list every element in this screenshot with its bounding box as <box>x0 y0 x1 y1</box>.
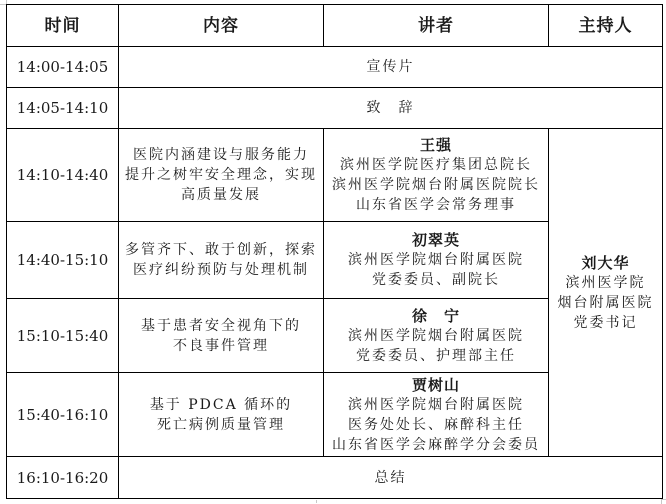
table-row <box>7 457 663 499</box>
speaker-title: 党委委员、护理部主任 <box>356 347 516 364</box>
header-speaker: 讲者 <box>324 5 549 47</box>
table-row <box>7 47 663 88</box>
content-line: 医院内涵建设与服务能力 <box>133 147 309 163</box>
content-line: 多管齐下、敢于创新，探索 <box>125 242 317 258</box>
host-cell <box>549 129 663 457</box>
speaker-name: 贾树山 <box>411 375 460 394</box>
speaker-title: 山东省医学会麻醉学分会委员 <box>332 436 540 453</box>
time-cell: 15:10-15:40 <box>7 299 119 373</box>
content-cell <box>119 129 324 222</box>
speaker-cell <box>324 222 549 299</box>
merged-cell: 总结 <box>119 457 663 499</box>
time-cell: 15:40-16:10 <box>7 373 119 457</box>
merged-cell: 致 辞 <box>119 88 663 129</box>
agenda-table <box>6 4 663 499</box>
content-line: 提升之树牢安全理念，实现 <box>125 167 317 183</box>
host-name: 刘大华 <box>581 253 630 272</box>
speaker-cell <box>324 129 549 222</box>
speaker-title: 山东省医学会常务理事 <box>356 197 516 213</box>
content-line: 基于患者安全视角下的 <box>141 317 301 334</box>
corner-mark <box>661 499 666 504</box>
host-title: 烟台附属医院 <box>557 294 654 311</box>
speaker-title: 党委委员、副院长 <box>372 272 500 288</box>
time-cell: 14:05-14:10 <box>7 88 119 129</box>
table-row <box>7 129 663 222</box>
header-time: 时间 <box>7 5 119 47</box>
content-cell <box>119 299 324 373</box>
time-cell: 14:40-15:10 <box>7 222 119 299</box>
header-content: 内容 <box>119 5 324 47</box>
speaker-cell <box>324 373 549 457</box>
speaker-title: 医务处处长、麻醉科主任 <box>348 416 524 433</box>
speaker-title: 滨州医学院烟台附属医院 <box>348 396 524 413</box>
speaker-name: 王强 <box>419 136 452 154</box>
merged-cell: 宣传片 <box>119 47 663 88</box>
speaker-cell <box>324 299 549 373</box>
content-line: 医疗纠纷预防与处理机制 <box>133 262 309 278</box>
time-cell: 14:10-14:40 <box>7 129 119 222</box>
speaker-title: 滨州医学院烟台附属医院 <box>348 252 524 268</box>
time-cell: 14:00-14:05 <box>7 47 119 88</box>
speaker-title: 滨州医学院医疗集团总院长 <box>340 157 532 173</box>
content-line: 基于 PDCA 循环的 <box>149 396 293 413</box>
content-line: 高质量发展 <box>181 187 261 203</box>
host-title: 滨州医学院 <box>565 274 646 291</box>
content-line: 死亡病例质量管理 <box>157 416 285 433</box>
header-row <box>7 5 663 47</box>
speaker-name: 初翠英 <box>411 231 460 249</box>
host-title: 党委书记 <box>573 314 638 331</box>
speaker-title: 滨州医学院烟台附属医院 <box>348 327 524 344</box>
content-cell <box>119 222 324 299</box>
speaker-name: 徐 宁 <box>411 306 460 325</box>
table-row <box>7 88 663 129</box>
header-host: 主持人 <box>549 5 663 47</box>
content-cell <box>119 373 324 457</box>
time-cell: 16:10-16:20 <box>7 457 119 499</box>
speaker-title: 滨州医学院烟台附属医院院长 <box>332 177 540 193</box>
content-line: 不良事件管理 <box>173 337 269 354</box>
